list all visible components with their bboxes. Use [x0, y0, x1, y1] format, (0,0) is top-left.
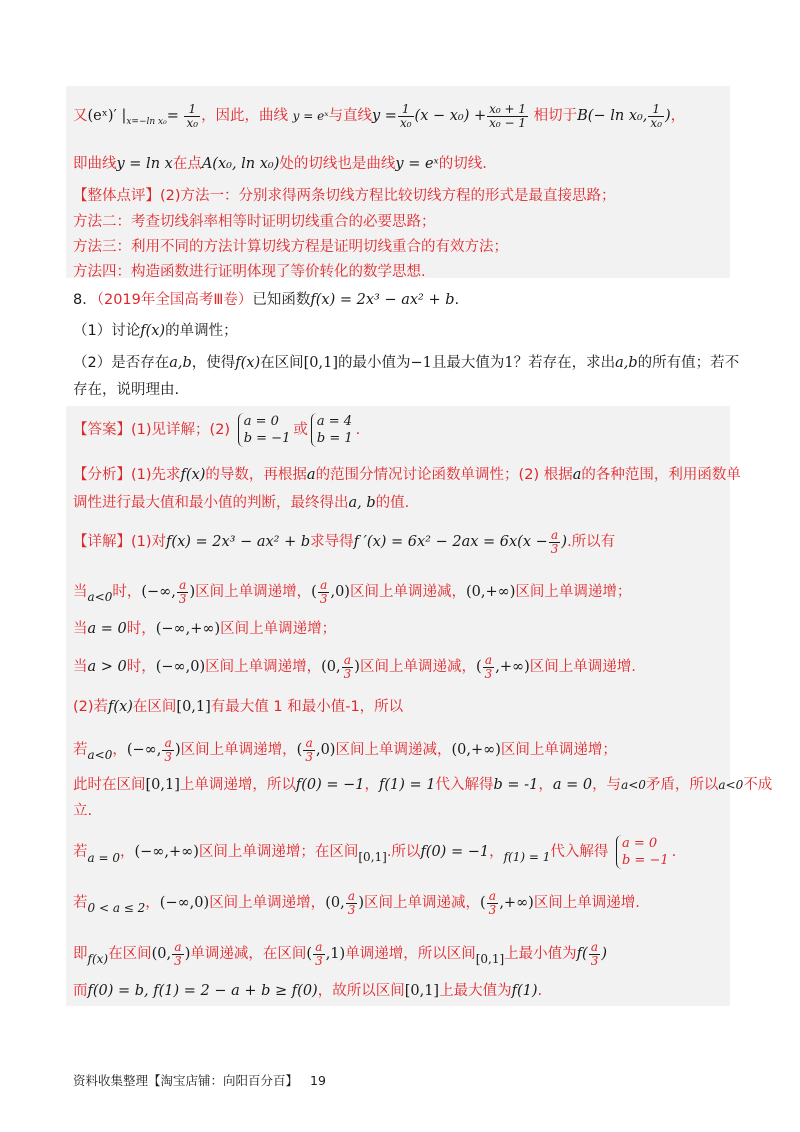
tangent-line-statement: [73, 96, 740, 142]
text: 的范围分情况讨论函数单调性；(2) 根据: [315, 467, 573, 483]
text: 且最大值为: [431, 355, 505, 371]
part-2-intro: (2)若f(x)在区间[0,1]有最大值 1 和最小值-1，所以: [73, 699, 404, 715]
text: （1）讨论: [73, 323, 141, 339]
problem-part-2-cont: 存在，说明理由.: [73, 382, 180, 398]
text: 处的切线也是曲线: [279, 156, 396, 172]
math: [0,1]: [303, 355, 339, 371]
text: 即曲线: [73, 156, 117, 172]
equation-system: a = 4 b = 1: [311, 413, 353, 447]
detail-line-1: [73, 524, 740, 560]
case-a-positive: 当a > 0时，(−∞,0)区间上单调递增，(0, $\frac{a}{3}$ )区间上单调递减，( $\frac{a}{3}$ ,+∞)区间上单调递增.: [73, 652, 636, 681]
math: f(x) = 2x³ − ax² + b: [310, 292, 455, 308]
fraction: $\frac{1}{\text{x₀}}$: [186, 101, 199, 130]
text: 的值.: [375, 495, 410, 511]
text: 的所有值；若不: [637, 355, 740, 371]
math: a<0: [87, 748, 113, 762]
math: B(− ln x₀,: [577, 108, 648, 124]
method-three: 方法三：利用不同的方法计算切线方程是证明切线重合的有效方法；: [73, 239, 508, 255]
math: a: [306, 467, 316, 483]
text: 的最小值为: [338, 355, 411, 371]
math: (eˣ)′ |: [87, 108, 127, 124]
analysis-line-1: [73, 464, 740, 486]
analysis-line-2: [73, 492, 740, 514]
fraction: $\frac{1}{\text{x₀}}$: [399, 101, 412, 130]
text: 的导数，再根据: [205, 467, 307, 483]
fraction: $\frac{a}{3}$: [178, 577, 187, 606]
text: 的各种范围，利用函数单: [581, 467, 741, 483]
math: f(x): [180, 467, 206, 483]
math: f(x): [235, 355, 261, 371]
math: a: [572, 467, 582, 483]
text: ，使得: [191, 355, 236, 371]
fraction: $\frac{a}{3}$: [347, 888, 356, 917]
math: [0,1]: [176, 699, 211, 715]
equation-system: a = 0 b = −1: [238, 413, 291, 447]
math: f(x): [108, 699, 133, 715]
fraction: $\frac{\text{x₀ + 1}}{\text{x₀ − 1}}$: [489, 101, 527, 130]
fraction: $\frac{a}{3}$: [164, 735, 172, 764]
text: ，: [670, 108, 686, 124]
fraction: $\frac{a}{3}$: [315, 939, 323, 968]
overall-comment: [73, 185, 740, 207]
tangent-conclusion: [73, 153, 740, 175]
math: a<0: [87, 590, 113, 604]
math: 1: [504, 355, 514, 371]
text: ？若存在，求出: [513, 355, 616, 371]
math: A(x₀, ln x₀): [201, 156, 280, 172]
math: a, b: [348, 495, 376, 511]
fraction: $\frac{1}{\text{x₀}}$: [650, 101, 662, 130]
detail-tag: 【详解】: [73, 534, 131, 550]
math: a > 0: [87, 659, 127, 675]
fraction: $\frac{a}{3}$: [550, 527, 559, 556]
math: y = eˣ: [395, 156, 439, 172]
fraction: $\frac{a}{3}$: [488, 888, 497, 917]
part-2-min-value: 即$_{f(x)}$在区间(0, $\frac{a}{3}$ )单调递减，在区间( $\frac{a}{3}$ ,1)单调递增，所以区间$_{[0,1]}$上最小值为f( $\frac{a}{3}$ ): [73, 939, 607, 968]
page-number: 19: [310, 1073, 326, 1088]
fraction: $\frac{a}{3}$: [484, 652, 493, 681]
math: y =: [372, 108, 397, 124]
problem-part-1: [73, 320, 740, 342]
math: (x − x₀) +: [414, 108, 487, 124]
part-2-contradiction: 此时在区间[0,1]上单调递增，所以f(0) = −1，f(1) = 1代入解得b = -1，a = 0，与a<0矛盾，所以a<0不成: [73, 777, 773, 793]
text: 求导得: [310, 534, 354, 550]
text: 的切线.: [438, 156, 487, 172]
answer-tag: 【答案】: [73, 422, 131, 438]
page-footer: [73, 1071, 326, 1089]
fraction: $\frac{a}{3}$: [305, 735, 313, 764]
text: 的单调性；: [165, 323, 238, 339]
math: a = 0: [87, 621, 127, 637]
text: 在区间: [260, 355, 304, 371]
equation-system: a = 0 b = −1: [616, 835, 669, 869]
text: .: [454, 292, 460, 308]
math: f ′(x) = 6x² − 2ax = 6x(x −: [353, 534, 548, 550]
text: 又: [73, 108, 88, 124]
math: −1: [410, 355, 432, 371]
problem-source: （2019年全国高考Ⅲ卷）: [96, 292, 253, 308]
text: ，因此，曲线: [201, 108, 289, 124]
case-a-negative: 当$_{a<0}$时，(−∞, $\frac{a}{3}$ )区间上单调递增，( $\frac{a}{3}$ ,0)区间上单调递减，(0,+∞)区间上单调递增；: [73, 577, 632, 606]
text: .: [355, 422, 361, 438]
answer-line: [73, 410, 740, 450]
footer-text: 资料收集整理【淘宝店铺：向阳百分百】: [73, 1073, 299, 1088]
math: (−∞,: [141, 584, 176, 600]
math: ): [561, 534, 568, 550]
method-four: 方法四：构造函数进行证明体现了等价转化的数学思想.: [73, 264, 426, 280]
math: y = eˣ: [292, 109, 329, 123]
fraction: $\frac{a}{3}$: [174, 939, 182, 968]
math: f(x) = 2x³ − ax² + b: [166, 534, 311, 550]
problem-part-2: [73, 352, 740, 374]
text: (1)见详解；(2): [131, 422, 231, 438]
comment-tag: 【整体点评】: [73, 188, 160, 204]
math: a,b: [615, 355, 638, 371]
part-2-contradiction-cont: 立.: [73, 803, 93, 819]
fraction: $\frac{a}{3}$: [343, 652, 352, 681]
math: (0,+∞): [465, 584, 516, 600]
case-a-zero: 当a = 0时，(−∞,+∞)区间上单调递增；: [73, 621, 337, 637]
text: (2)方法一：分别求得两条切线方程比较切线方程的形式是最直接思路；: [160, 188, 616, 204]
text: (1)先求: [131, 467, 181, 483]
part-2-case-small-a: 若$_{0 < a \le 2}$，(−∞,0)区间上单调递增，(0, $\frac{a}{3}$ )区间上单调递减，( $\frac{a}{3}$ ,+∞)区间上单调递增.: [73, 888, 640, 917]
analysis-tag: 【分析】: [73, 467, 131, 483]
math: =: [166, 108, 179, 124]
text: 在点: [172, 156, 202, 172]
math: ): [665, 108, 671, 124]
fraction: $\frac{a}{3}$: [590, 939, 599, 968]
math: x=−ln x₀: [126, 116, 167, 127]
math: (−∞,+∞): [155, 621, 221, 637]
text: 或: [293, 422, 308, 438]
text: 与直线: [328, 108, 372, 124]
part-2-case-a-zero: 若$_{a = 0}$，(−∞,+∞)区间上单调递增；在区间$_{[0,1]}$.所以f(0) = −1，$_{f(1) = 1}$代入解得 a = 0 b = −1 .: [73, 836, 677, 868]
math: a,b: [169, 355, 192, 371]
part-2-case-a-negative: 若$_{a<0}$，(−∞, $\frac{a}{3}$ )区间上单调递增，( $\frac{a}{3}$ ,0)区间上单调递减，(0,+∞)区间上单调递增；: [73, 735, 617, 764]
problem-number: 8．: [73, 292, 97, 308]
problem-8-stem: [73, 289, 740, 311]
text: （2）是否存在: [73, 355, 170, 371]
math: y = ln x: [116, 156, 173, 172]
part-2-max-value: 而f(0) = b, f(1) = 2 − a + b ≥ f(0)，故所以区间[0,1]上最大值为f(1).: [73, 983, 543, 999]
method-two: 方法二：考查切线斜率相等时证明切线重合的必要思路；: [73, 214, 436, 230]
math: ): [189, 584, 196, 600]
text: 调性进行最大值和最小值的判断，最终得出: [73, 495, 349, 511]
text: .所以有: [567, 534, 616, 550]
text: (1)对: [131, 534, 167, 550]
fraction: $\frac{a}{3}$: [319, 577, 328, 606]
math: (−∞,0): [155, 659, 206, 675]
text: 已知函数: [252, 292, 311, 308]
text: 相切于: [533, 108, 578, 124]
math: f(x): [140, 323, 166, 339]
